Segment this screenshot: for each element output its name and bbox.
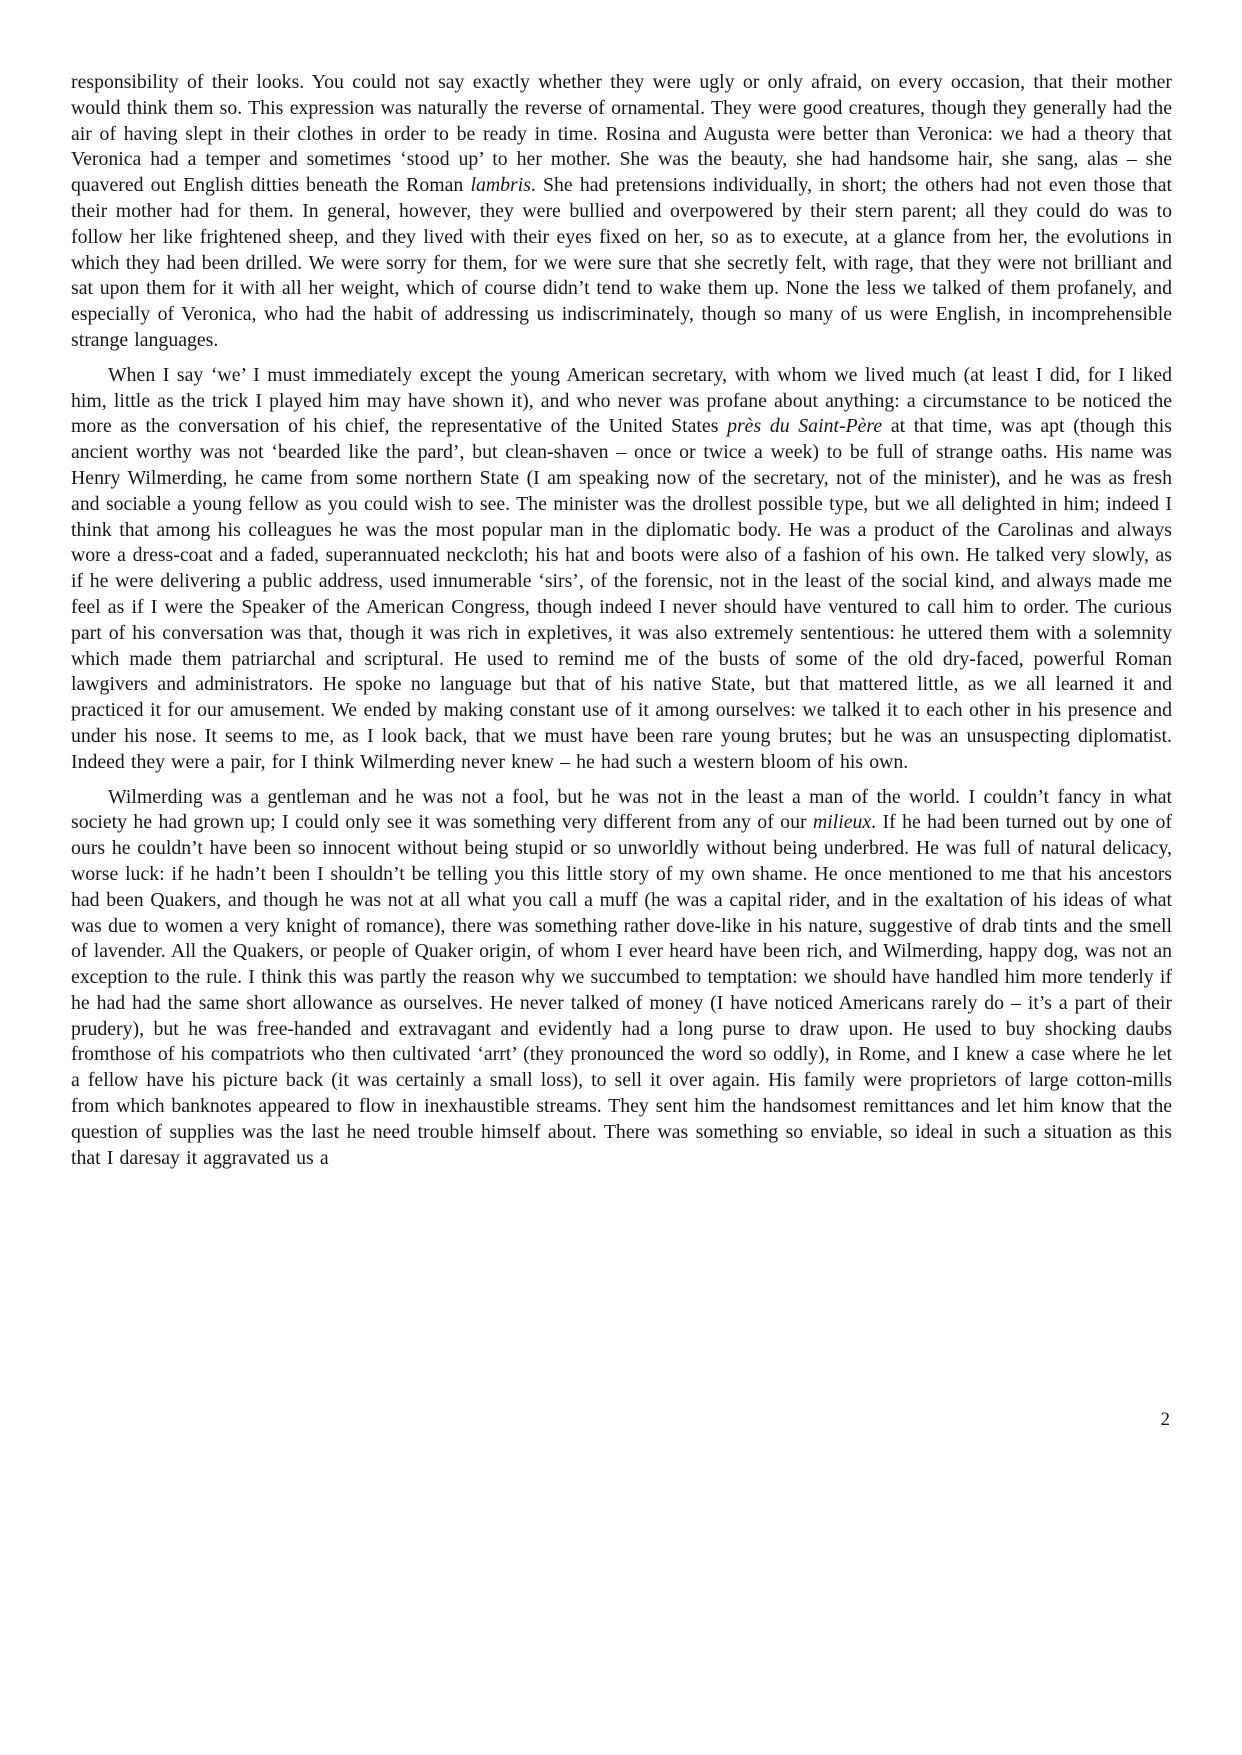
paragraph	[71, 785, 1172, 1172]
text-run-italic: lambris	[470, 174, 531, 197]
paragraph	[71, 363, 1172, 776]
text-run: Wilmerding was a gentleman and he was not a fool, but he was not in the least a man of the world. I couldn’t fancy in what society he had grown up; I could only see it was something very different from any of our	[71, 785, 1172, 834]
page-number: 2	[1160, 1409, 1170, 1430]
text-run: at that time, was apt (though this ancient worthy was not ‘bearded like the pard’, but clean-shaven – once or twice a week) to be full of strange oaths. His name was Henry Wilmerding, he came from some northern State (I am speaking now of the secretary, not of the minister), and he was as fresh and sociable a young fellow as you could wish to see. The minister was the drollest possible type, but we all delighted in him; indeed I think that among his colleagues he was the most popular man in the diplomatic body. He was a product of the Carolinas and always wore a dress-coat and a faded, superannuated neckcloth; his hat and boots were also of a fashion of his own. He talked very slowly, as if he were delivering a public address, used innumerable ‘sirs’, of the forensic, not in the least of the social kind, and always made me feel as if I were the Speaker of the American Congress, though indeed I never should have ventured to call him to order. The curious part of his conversation was that, though it was rich in expletives, it was also extremely sententious: he uttered them with a solemnity which made them patriarchal and scriptural. He used to remind me of the busts of some of the old dry-faced, powerful Roman lawgivers and administrators. He spoke no language but that of his native State, but that mattered little, as we all learned it and practiced it for our amusement. We ended by making constant use of it among ourselves: we talked it to each other in his presence and under his nose. It seems to me, as I look back, that we must have been rare young brutes; but he was an unsuspecting diplomatist. Indeed they were a pair, for I think Wilmerding never knew – he had such a western bloom of his own.	[71, 415, 1173, 773]
document-body	[71, 70, 1172, 1171]
text-run: . She had pretensions individually, in short; the others had not even those that their mother had for them. In general, however, they were bullied and overpowered by their stern parent; all they could do was to follow her like frightened sheep, and they lived with their eyes fixed on her, so as to execute, at a glance from her, the evolutions in which they had been drilled. We were sorry for them, for we were sure that she secretly felt, with rage, that they were not brilliant and sat upon them for it with all her weight, which of course didn’t tend to wake them up. None the less we talked of them profanely, and especially of Veronica, who had the habit of addressing us indiscriminately, though so many of us were English, in incomprehensible strange languages.	[71, 174, 1172, 351]
text-run: When I say ‘we’ I must immediately except the young American secretary, with whom we lived much (at least I did, for I liked him, little as the trick I played him may have shown it), and who never was profane about anything: a circumstance to be noticed the more as the conversation of his chief, the representative of the United States	[71, 363, 1172, 438]
text-run-italic: près du Saint-Père	[727, 415, 883, 438]
text-run: . If he had been turned out by one of ours he couldn’t have been so innocent without being stupid or so unworldly without being underbred. He was full of natural delicacy, worse luck: if he hadn’t been I shouldn’t be telling you this little story of my own shame. He once mentioned to me that his ancestors had been Quakers, and though he was not at all what you call a muff (he was a capital rider, and in the exaltation of his ideas of what was due to women a very knight of romance), there was something rather dove-like in his nature, suggestive of drab tints and the smell of lavender. All the Quakers, or people of Quaker origin, of whom I ever heard have been rich, and Wilmerding, happy dog, was not an exception to the rule. I think this was partly the reason why we succumbed to temptation: we should have handled him more tenderly if he had had the same short allowance as ourselves. He never talked of money (I have noticed Americans rarely do – it’s a part of their prudery), but he was free-handed and extravagant and evidently had a long purse to draw upon. He used to buy shocking daubs fromthose of his compatriots who then cultivated ‘arrt’ (they pronounced the word so oddly), in Rome, and I knew a case where he let a fellow have his picture back (it was certainly a small loss), to sell it over again. His family were proprietors of large cotton-mills from which banknotes appeared to flow in inexhaustible streams. They sent him the handsomest remittances and let him know that the question of supplies was the last he need trouble himself about. There was something so enviable, so ideal in such a situation as this that I daresay it aggravated us a	[71, 811, 1172, 1169]
text-run: responsibility of their looks. You could not say exactly whether they were ugly or only afraid, on every occasion, that their mother would think them so. This expression was naturally the reverse of ornamental. They were good creatures, though they generally had the air of having slept in their clothes in order to be ready in time. Rosina and Augusta were better than Veronica: we had a theory that Veronica had a temper and sometimes ‘stood up’ to her mother. She was the beauty, she had handsome hair, she sang, alas – she quavered out English ditties beneath the Roman	[71, 71, 1172, 197]
paragraph	[71, 70, 1172, 354]
text-run-italic: milieux	[812, 811, 872, 834]
